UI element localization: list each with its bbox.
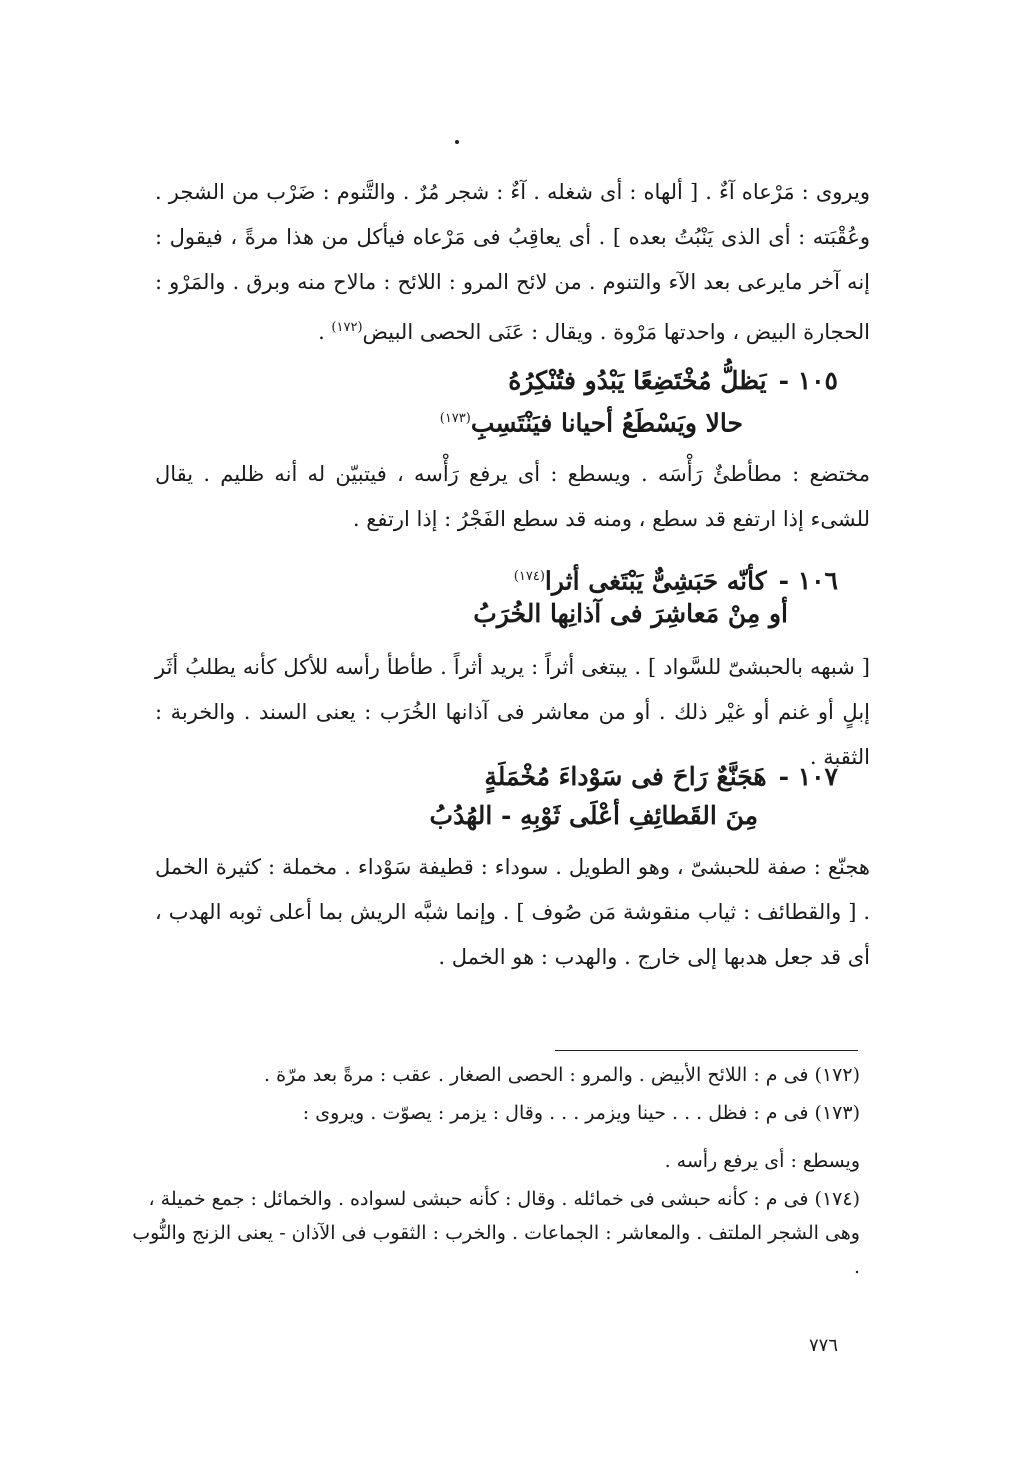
verse-106-first-hemistich: ١٠٦ -كأنّه حَبَشِىٌّ يَبْتَغى أثرا$^{(١٧٤)}$ (513, 566, 838, 596)
verse-number: ١٠٦ - (778, 566, 838, 596)
commentary-paragraph-4: هجنّع : صفة للحبشىّ ، وهو الطويل . سوداء : قطيفة سَوْداء . مخملة : كثيرة الخمل . [ والقطائف : ثياب منقوشة مَن صُوف ] . وإنما شبَّه الريش بما أعلى ثوبه الهدب ، أى قد جعل هدبها إلى خارج . والهدب : هو الخمل . (155, 855, 870, 969)
footnote-174: (١٧٤) فى م : كأنه حبشى فى خمائله . وقال : كأنه حبشى لسواده . والخمائل : جمع خميلة ، وهى الشجر الملتف . والمعاشر : الجماعات . والخرب : الثقوب فى الآذان - يعنى الزنج والنُّوب . (132, 1188, 860, 1278)
verse-106-second-hemistich: أو مِنْ مَعاشِرَ فى آذانِها الخُرَبُ (473, 599, 788, 628)
commentary-paragraph-2: مختضع : مطأطئٌ رَأْسَه . ويسطع : أى يرفع رَأْسه ، فيتبيّن له أنه ظليم . يقال للشىء إذا ارتفع قد سطع ، ومنه قد سطع الفَجْرُ : إذا ارتفع . (155, 462, 870, 531)
verse-105-first-hemistich: ١٠٥ -يَظلُّ مُخْتَضِعًا يَبْدُو فتُنْكِرُهُ (508, 366, 838, 395)
footnote-ref-172: (١٧٢) (331, 320, 363, 335)
footnote-ref-174: (١٧٤) (513, 569, 545, 584)
verse-number: ١٠٧ - (778, 762, 838, 791)
footnotes (130, 1058, 860, 1288)
page-number: ٧٧٦ (808, 1335, 838, 1356)
footnote-173: (١٧٣) فى م : فظل . . . حينا ويزمر . . . وقال : يزمر : يصوّت . ويروى : (302, 1102, 860, 1124)
footnote-173-continued: ويسطع : أى يرفع رأسه . (664, 1150, 860, 1172)
verse-number: ١٠٥ - (778, 366, 838, 395)
ink-dot (455, 140, 459, 144)
verse-107-second-hemistich: مِنَ القَطائِفِ أعْلَى ثَوْبِهِ - الهُدُبُ (429, 801, 758, 830)
commentary-paragraph-1: ويروى : مَرْعاه آءٌ . [ ألهاه : أى شغله . آءٌ : شجر مُرٌ . والتَّنوم : ضَرْب من الشجر . وعُقْبَته : أى الذى يَنْبُتُ بعده ] . أى يعاقِبُ فى مَرْعاه فيأكل من هذا مرةً ، فيقول : إنه آخر مايرعى بعد الآء والتنوم . من لائح المرو : اللائح : مالاح منه وبرق . والمَرْو : الحجارة البيض ، واحدتها مَرْوة . ويقال : عَنَى الحصى البيض$^{(١٧٢)}$ . (155, 180, 870, 344)
verse-107-first-hemistich: ١٠٧ -هَجَنَّعٌ رَاحَ فى سَوْداءَ مُخْمَلَةٍ (484, 762, 838, 791)
commentary-paragraph-3: [ شبهه بالحبشىّ للسَّواد ] . يبتغى أثراً : يريد أثراً . طأطأ رأسه للأكل كأنه يطلبُ أثَر إبلٍ أو غنم أو غيْر ذلك . أو من معاشر فى آذانها الخُرَب : يعنى السند . والخربة : الثقبة . (155, 655, 870, 769)
verse-105-second-hemistich: حالا ويَسْطَعُ أحيانا فيَنْتَسِبِ$^{(١٧٣)}$ (439, 408, 743, 438)
footnote-172: (١٧٢) فى م : اللائح الأبيض . والمرو : الحصى الصغار . عقب : مرةً بعد مرّة . (264, 1064, 860, 1086)
footnote-separator (555, 1050, 858, 1051)
footnote-ref-173: (١٧٣) (439, 411, 471, 426)
